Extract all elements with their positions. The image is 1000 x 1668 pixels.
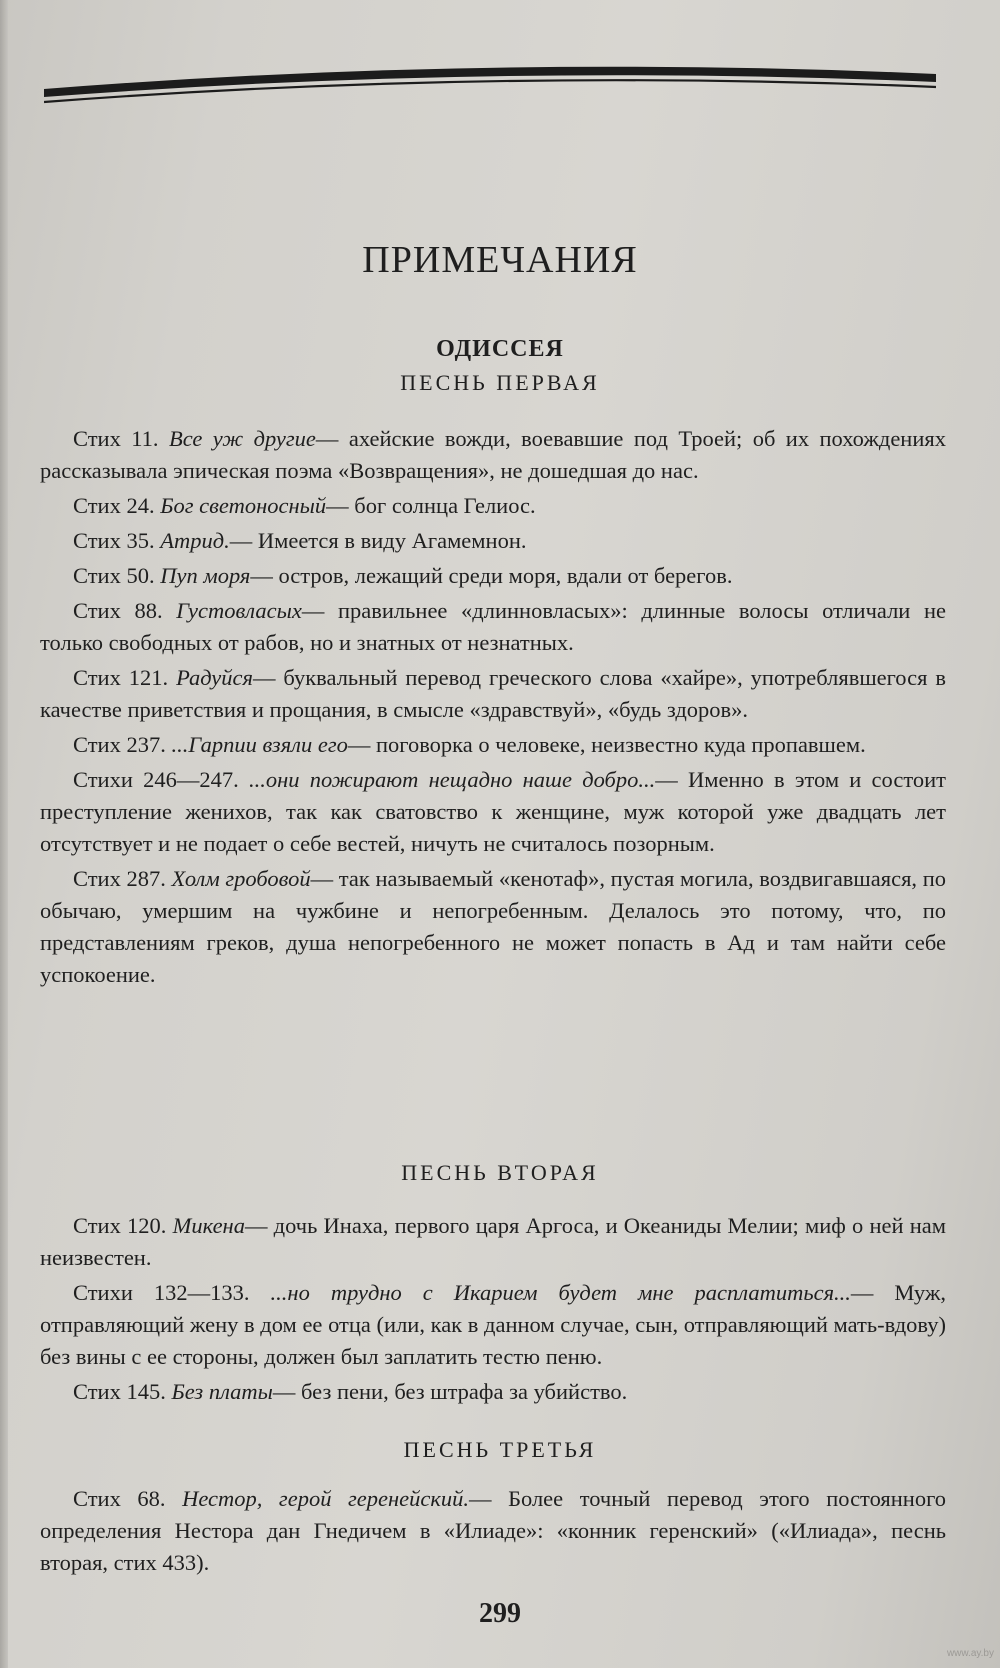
note-item [40,764,946,860]
watermark: www.ay.by [946,1648,994,1659]
note-text: — Имеется в виду Агамемнон. [229,528,527,553]
note-item [40,1483,946,1579]
note-ref: Стих 35. [73,528,155,553]
note-ref: Стих 11. [73,426,159,451]
note-text: — ахейские вожди, воевавшие под Троей; об их похождениях рассказывала эпическая поэма «Возвращения», не дошедшая до нас. [40,426,946,483]
work-title: ОДИССЕЯ [436,336,564,362]
page-title: ПРИМЕЧАНИЯ [362,239,638,281]
note-item [40,560,946,592]
note-ref: Стих 24. [73,493,155,518]
notes-block [40,423,946,994]
note-text: — Муж, отправляющий жену в дом ее отца (или, как в данном случае, сын, отправляющий мать-вдову) без вины с ее стороны, должен был заплатить тестю пеню. [40,1280,946,1369]
note-text: — остров, лежащий среди моря, вдали от берегов. [250,563,733,588]
note-term: Бог светоносный [160,493,327,518]
section-heading: ПЕСНЬ ПЕРВАЯ [400,370,600,395]
page-number: 299 [479,1598,521,1629]
note-ref: Стих 50. [73,563,155,588]
note-text: — правильнее «длинновласых»: длинные волосы отличали не только свободных от рабов, но и знатных от незнатных. [40,598,946,655]
note-item [40,1277,946,1373]
note-item [40,525,946,557]
note-term: Густовласых [176,598,302,623]
note-ref: Стих 237. [73,732,166,757]
note-ref: Стих 88. [73,598,163,623]
note-term: Без платы [171,1379,273,1404]
note-text: — бог солнца Гелиос. [326,493,536,518]
note-term: Микена [172,1213,245,1238]
note-item [40,662,946,726]
note-ref: Стих 145. [73,1379,166,1404]
note-term: ...но трудно с Икарием будет мне расплатиться... [270,1280,851,1305]
header-ornamental-rule [44,56,936,106]
note-ref: Стих 121. [73,665,169,690]
note-text: — буквальный перевод греческого слова «хайре», употреблявшегося в качестве приветствия и прощания, в смысле «здравствуй», «будь здоров». [40,665,947,722]
notes-block [40,1483,946,1582]
note-term: Холм гробовой [171,866,311,891]
note-ref: Стихи 132—133. [73,1280,250,1305]
note-ref: Стих 120. [73,1213,167,1238]
notes-block [40,1210,946,1411]
note-item [40,863,946,991]
note-item [40,423,946,487]
note-item [40,1210,946,1274]
note-term: Атрид. [160,528,230,553]
note-term: Пуп моря [160,563,251,588]
section-heading: ПЕСНЬ ВТОРАЯ [401,1160,599,1185]
note-item [40,595,946,659]
note-text: — без пени, без штрафа за убийство. [272,1379,628,1404]
note-text: — Более точный перевод этого постоянного определения Нестора дан Гнедичем в «Илиаде»: «конник геренский» («Илиада», песнь вторая, стих 433). [40,1486,947,1575]
note-term: Радуйся [176,665,253,690]
note-text: — так называемый «кенотаф», пустая могила, воздвигавшаяся, по обычаю, умершим на чужбине и непогребенным. Делалось это потому, что, по представлениям греков, душа непогребенного не может попасть в Ад и там найти себе успокоение. [40,866,947,987]
note-term: ...они пожирают нещадно наше добро... [248,767,656,792]
note-ref: Стих 68. [73,1486,166,1511]
note-ref: Стихи 246—247. [73,767,239,792]
note-text: — дочь Инаха, первого царя Аргоса, и Океаниды Мелии; миф о ней нам неизвестен. [40,1213,946,1270]
note-term: ...Гарпии взяли его [171,732,348,757]
note-item [40,729,946,761]
note-text: — Именно в этом и состоит преступление женихов, так как сватовство к женщине, муж которой уже двадцать лет отсутствует и не подает о себе вестей, ничуть не считалось позорным. [40,767,946,856]
note-ref: Стих 287. [73,866,166,891]
section-heading: ПЕСНЬ ТРЕТЬЯ [403,1437,597,1462]
note-item [40,490,946,522]
note-term: Все уж другие [168,426,316,451]
note-text: — поговорка о человеке, неизвестно куда пропавшем. [347,732,866,757]
note-term: Нестор, герой геренейский. [182,1486,470,1511]
note-item [40,1376,946,1408]
